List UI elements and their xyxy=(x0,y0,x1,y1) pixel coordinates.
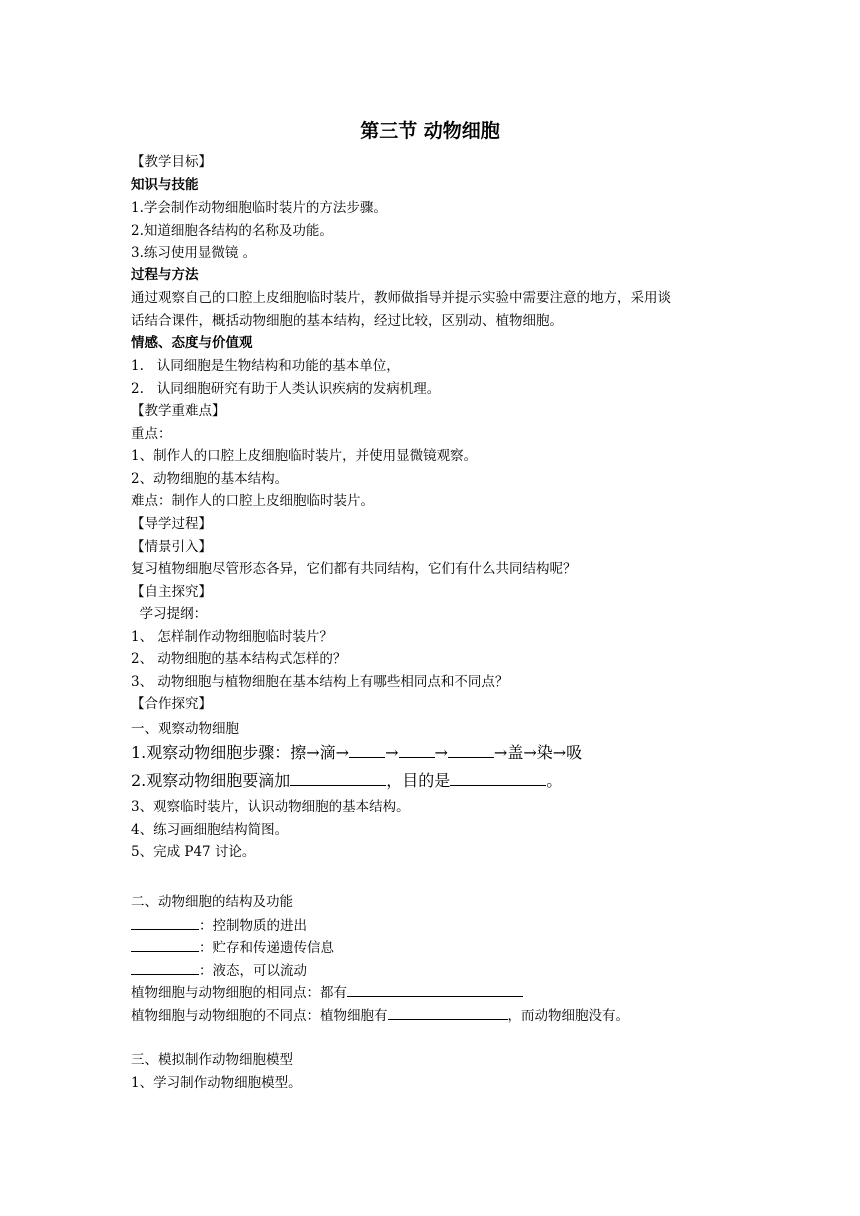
same-line xyxy=(131,982,523,1003)
diff-suffix: ，而动物细胞没有。 xyxy=(507,1008,629,1024)
steps-suffix: →盖→染→吸 xyxy=(493,743,583,762)
add-prefix: 2.观察动物细胞要滴加 xyxy=(131,771,291,790)
func-text-2: ：贮存和传递遗传信息 xyxy=(199,940,334,956)
step-blank-2[interactable] xyxy=(399,743,435,758)
diff-blank[interactable] xyxy=(388,1005,508,1020)
process-line-1: 通过观察自己的口腔上皮细胞临时装片，教师做指导并提示实验中需要注意的地方，采用谈 xyxy=(131,290,671,306)
func-line-3 xyxy=(131,960,307,981)
values-item-2: 2. 认同细胞研究有助于人类认识疾病的发病机理。 xyxy=(131,381,441,397)
reagent-blank[interactable] xyxy=(290,771,386,786)
same-prefix: 植物细胞与动物细胞的相同点：都有 xyxy=(131,985,347,1001)
add-end: 。 xyxy=(546,771,563,790)
section1-item-4: 4、练习画细胞结构简图。 xyxy=(131,822,289,838)
nucleus-blank[interactable] xyxy=(131,937,199,952)
same-blank[interactable] xyxy=(347,982,523,997)
purpose-blank[interactable] xyxy=(450,771,546,786)
section3-item-1: 1、学习制作动物细胞模型。 xyxy=(131,1075,302,1091)
knowledge-item-1: 1.学会制作动物细胞临时装片的方法步骤。 xyxy=(131,200,387,216)
add-middle: ，目的是 xyxy=(386,771,451,790)
steps-line xyxy=(131,743,582,763)
membrane-blank[interactable] xyxy=(131,915,199,930)
func-line-2 xyxy=(131,937,334,958)
process-heading: 过程与方法 xyxy=(131,267,199,283)
section3-heading: 三、模拟制作动物细胞模型 xyxy=(131,1052,293,1068)
steps-prefix: 1.观察动物细胞步骤：擦→滴→ xyxy=(131,743,350,762)
key-label: 重点： xyxy=(131,426,172,442)
diff-prefix: 植物细胞与动物细胞的不同点：植物细胞有 xyxy=(131,1008,388,1024)
coop-heading: 【合作探究】 xyxy=(131,696,212,712)
outline-item-2: 2、 动物细胞的基本结构式怎样的？ xyxy=(131,651,347,667)
section2-heading: 二、动物细胞的结构及功能 xyxy=(131,894,293,910)
intro-text: 复习植物细胞尽管形态各异，它们都有共同结构，它们有什么共同结构呢？ xyxy=(131,561,577,577)
add-reagent-line xyxy=(131,771,562,791)
cytoplasm-blank[interactable] xyxy=(131,960,199,975)
process-line-2: 话结合课件，概括动物细胞的基本结构，经过比较，区别动、植物细胞。 xyxy=(131,313,563,329)
step-arrow-1: → xyxy=(385,743,399,762)
keypoints-heading: 【教学重难点】 xyxy=(131,403,226,419)
page-title: 第三节 动物细胞 xyxy=(360,120,500,142)
key-item-2: 2、动物细胞的基本结构。 xyxy=(131,471,289,487)
knowledge-heading: 知识与技能 xyxy=(131,177,199,193)
intro-heading: 【情景引入】 xyxy=(131,539,212,555)
func-text-1: ：控制物质的进出 xyxy=(199,918,307,934)
section1-heading: 一、观察动物细胞 xyxy=(131,721,239,737)
diff-line xyxy=(131,1005,629,1026)
self-heading: 【自主探究】 xyxy=(131,584,212,600)
knowledge-item-2: 2.知道细胞各结构的名称及功能。 xyxy=(131,223,333,239)
outline-item-1: 1、 怎样制作动物细胞临时装片？ xyxy=(131,629,333,645)
knowledge-item-3: 3.练习使用显微镜 。 xyxy=(131,245,257,261)
func-text-3: ：液态，可以流动 xyxy=(199,963,307,979)
step-blank-3[interactable] xyxy=(448,743,494,758)
difficulty-text: 难点：制作人的口腔上皮细胞临时装片。 xyxy=(131,493,374,509)
key-item-1: 1、制作人的口腔上皮细胞临时装片，并使用显微镜观察。 xyxy=(131,448,478,464)
guide-heading: 【导学过程】 xyxy=(131,516,212,532)
step-arrow-2: → xyxy=(434,743,448,762)
func-line-1 xyxy=(131,915,307,936)
outline-item-3: 3、 动物细胞与植物细胞在基本结构上有哪些相同点和不同点？ xyxy=(131,674,509,690)
section1-item-5: 5、完成 P47 讨论。 xyxy=(131,844,256,860)
values-heading: 情感、态度与价值观 xyxy=(131,335,253,351)
step-blank-1[interactable] xyxy=(349,743,385,758)
section1-item-3: 3、观察临时装片，认识动物细胞的基本结构。 xyxy=(131,799,410,815)
objectives-heading: 【教学目标】 xyxy=(131,154,212,170)
values-item-1: 1. 认同细胞是生物结构和功能的基本单位， xyxy=(131,358,400,374)
outline-label: 学习提纲： xyxy=(131,606,208,622)
